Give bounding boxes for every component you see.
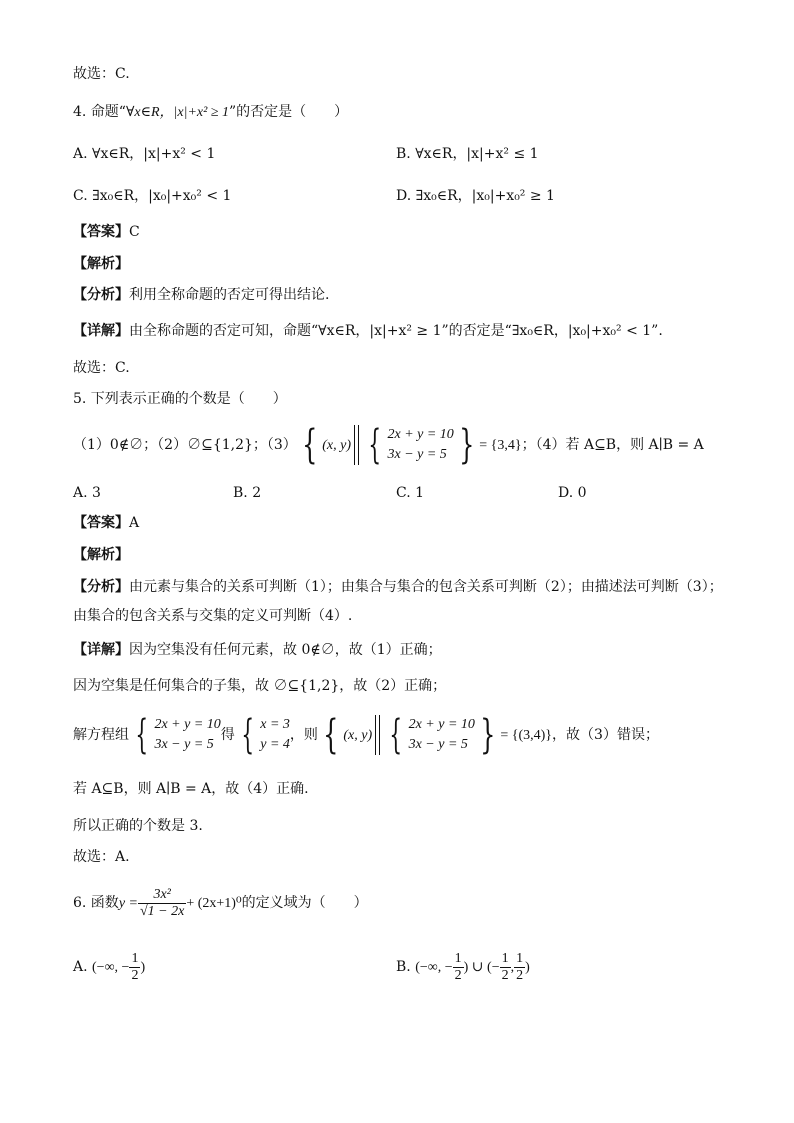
q6-option-b-mid: ,: [510, 960, 515, 975]
q4-option-a[interactable]: A. ∀x∈R，|x|+x² < 1: [73, 146, 216, 162]
system-brace: {: [135, 712, 149, 758]
q6-option-a-value: (−∞, −: [92, 960, 130, 975]
q6-option-a[interactable]: [73, 945, 145, 989]
q5-sol1: x = 3: [260, 717, 290, 732]
q4-stem-math: ∀x∈R，|x|+x² ≥ 1: [125, 105, 229, 120]
q5-analysis-tag: [73, 544, 734, 566]
answer-tag: 【答案】: [73, 224, 129, 240]
q4-option-b[interactable]: B. ∀x∈R，|x|+x² ≤ 1: [396, 146, 539, 162]
analysis-tag: 【解析】: [73, 547, 129, 563]
q6-option-a-close: ): [140, 960, 146, 975]
set-divider: [375, 715, 380, 755]
q5-eq1b: 2x + y = 10: [408, 717, 475, 732]
q6-y: y =: [118, 896, 138, 911]
fraction-denominator: 2: [501, 967, 509, 983]
left-brace: {: [301, 422, 318, 468]
q4-fenxi: [73, 284, 734, 306]
q5-item1: （1）0∉∅；（2）∅⊆{1,2}；（3）: [73, 437, 297, 453]
fraction-denominator: 2: [131, 967, 139, 983]
q4-conclusion: 故选：C.: [73, 360, 130, 376]
q5-system: [387, 425, 453, 465]
q4-detail-text: 由全称命题的否定可知，命题“∀x∈R，|x|+x² ≥ 1”的否定是“∃x₀∈R，|x₀|+x₀² < 1”.: [129, 323, 663, 339]
q5-eq2: 3x − y = 5: [154, 737, 214, 752]
fraction-denominator: 2: [516, 967, 524, 983]
q5-fenxi-line1: [73, 576, 734, 598]
q5-fenxi-line2: 由集合的包含关系与交集的定义可判断（4）.: [73, 608, 353, 624]
q5-detail3-then: ，则: [289, 727, 318, 743]
q5-eq2b: 3x − y = 5: [408, 737, 468, 752]
answer-tag: 【答案】: [73, 515, 129, 531]
q5-detail4: 若 A⊆B，则 A∣B = A，故（4）正确.: [73, 781, 309, 797]
q5-conclusion: 故选：A.: [73, 849, 130, 865]
system-brace: {: [389, 712, 403, 758]
set-divider: [354, 425, 359, 465]
q5-detail3-system: [154, 715, 220, 755]
q6-stem-suffix: 的定义域为（ ）: [241, 895, 368, 911]
q5-detail3-solution: [260, 715, 290, 755]
right-brace: }: [458, 422, 475, 468]
fenxi-tag: 【分析】: [73, 579, 129, 595]
q5-detail3-prefix: 解方程组: [73, 727, 129, 743]
q5-set-rhs: = {3,4}: [479, 438, 522, 453]
q6-numerator: 3x²: [138, 887, 186, 904]
q6-stem-prefix: 6. 函数: [73, 895, 119, 911]
q4-answer: [73, 221, 734, 243]
q4-analysis-tag: [73, 253, 734, 275]
fraction-numerator: 1: [501, 950, 509, 966]
q6-denominator: √1 − 2x: [139, 903, 185, 919]
right-brace: }: [479, 712, 496, 758]
q5-answer: [73, 512, 734, 534]
q5-items: [73, 422, 734, 468]
q5-item4: ；（4）若 A⊆B，则 A∣B = A: [521, 437, 704, 453]
q4-option-c[interactable]: C. ∃x₀∈R，|x₀|+x₀² < 1: [73, 188, 232, 204]
q6-tail: + (2x+1)⁰: [186, 896, 242, 911]
q5-detail3-suffix: ，故（3）错误；: [552, 727, 659, 743]
q6-option-b-fraction1: [453, 951, 464, 984]
q4-detail: [73, 320, 734, 342]
q5-detail2: 因为空集是任何集合的子集，故 ∅⊆{1,2}，故（2）正确；: [73, 678, 447, 694]
q5-sol2: y = 4: [260, 737, 290, 752]
q5-detail3: [73, 712, 734, 758]
q4-stem: [73, 101, 734, 124]
fenxi-tag: 【分析】: [73, 287, 129, 303]
q6-option-b-end: ): [525, 960, 530, 975]
q4-option-d[interactable]: D. ∃x₀∈R，|x₀|+x₀² ≥ 1: [396, 188, 555, 204]
solution-brace: {: [241, 712, 254, 758]
analysis-tag: 【解析】: [73, 256, 129, 272]
fraction-numerator: 1: [516, 950, 524, 966]
q5-fenxi-text1: 由元素与集合的关系可判断（1）；由集合与集合的包含关系可判断（2）；由描述法可判断（3）；: [129, 579, 723, 595]
q5-eq2: 3x − y = 5: [387, 447, 447, 462]
left-brace: {: [322, 712, 339, 758]
q5-eq1: 2x + y = 10: [387, 427, 454, 442]
q6-option-b-union: ) ∪ (−: [463, 960, 500, 975]
q6-option-b[interactable]: [396, 945, 530, 989]
q6-option-b-label: B.: [396, 959, 411, 975]
q5-option-b[interactable]: B. 2: [233, 485, 262, 501]
q5-detail1: [73, 639, 734, 661]
q5-detail3-mid: 得: [220, 727, 235, 743]
q5-eq1: 2x + y = 10: [154, 717, 221, 732]
fraction-numerator: 1: [454, 950, 462, 966]
system-brace: {: [368, 422, 382, 468]
q5-detail3-rhs: = {(3,4)}: [500, 728, 553, 743]
q3-conclusion: 故选：C.: [73, 66, 130, 82]
q5-detail1-text: 因为空集没有任何元素，故 0∉∅，故（1）正确；: [129, 642, 442, 658]
q5-detail3-system2: [409, 715, 475, 755]
q6-option-a-label: A.: [73, 959, 88, 975]
q5-option-a[interactable]: A. 3: [73, 485, 101, 501]
q4-stem-suffix: ”的否定是（ ）: [229, 104, 349, 120]
q4-stem-prefix: 4. 命题“: [73, 104, 126, 120]
q5-set-lhs: (x, y): [343, 728, 373, 743]
q5-detail5: 所以正确的个数是 3.: [73, 818, 203, 834]
fraction-denominator: 2: [454, 967, 462, 983]
q6-fraction: [138, 887, 186, 920]
q4-fenxi-text: 利用全称命题的否定可得出结论.: [129, 287, 330, 303]
detail-tag: 【详解】: [73, 323, 129, 339]
detail-tag: 【详解】: [73, 642, 129, 658]
q5-option-d[interactable]: D. 0: [558, 485, 587, 501]
q5-answer-value: A: [129, 515, 140, 531]
q6-option-b-fraction3: [514, 951, 525, 984]
q6-option-a-fraction: [129, 951, 140, 984]
q5-stem: 5. 下列表示正确的个数是（ ）: [73, 391, 287, 407]
q5-set-lhs: (x, y): [322, 438, 352, 453]
q6-option-b-fraction2: [500, 951, 511, 984]
q4-answer-value: C: [129, 224, 140, 240]
fraction-numerator: 1: [131, 950, 139, 966]
q5-option-c[interactable]: C. 1: [396, 485, 425, 501]
q6-stem: [73, 880, 734, 926]
q6-option-b-value1: (−∞, −: [415, 960, 453, 975]
